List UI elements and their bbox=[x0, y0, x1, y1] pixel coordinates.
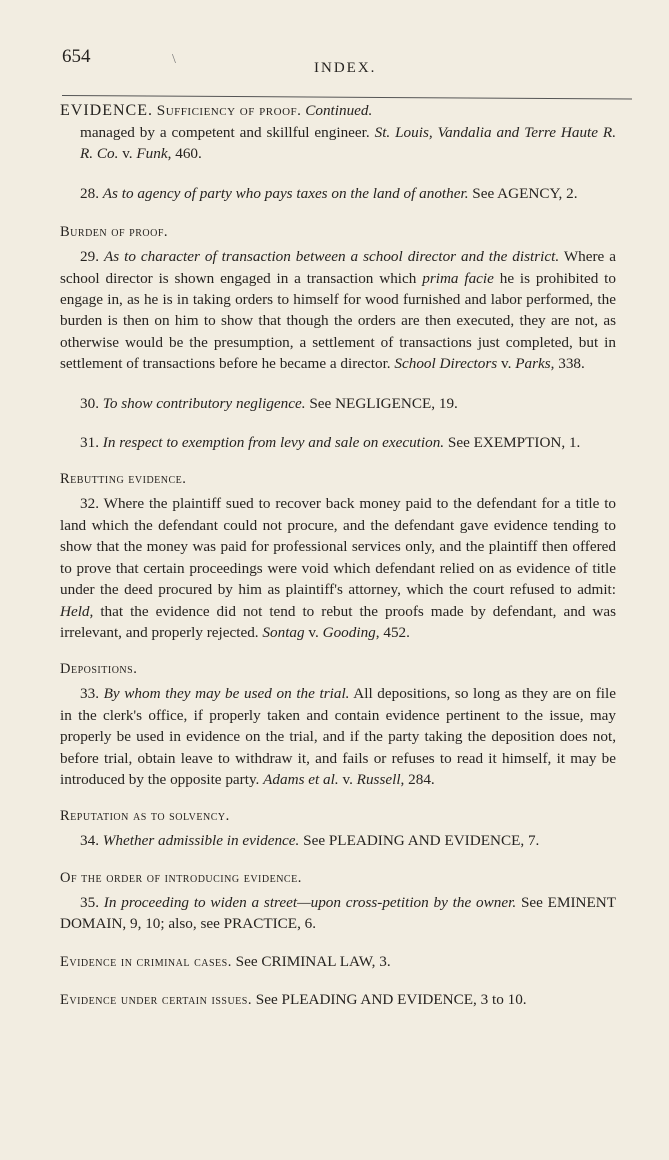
heading-reputation: Reputation as to solvency. bbox=[60, 808, 230, 825]
entry-number: 28. bbox=[80, 184, 99, 202]
entry-number: 33. bbox=[80, 685, 99, 703]
running-head: INDEX. bbox=[314, 60, 377, 76]
continued-paragraph: managed by a competent and skillful engineer. St. Louis, Vandalia and Terre Haute R. R. Co. v. Funk, 460. bbox=[80, 124, 616, 163]
entry-number: 35. bbox=[80, 893, 99, 911]
heading-order-of-evidence: Of the order of introducing evidence. bbox=[60, 869, 302, 886]
margin-mark: \ bbox=[172, 52, 176, 67]
entry-34: 34. Whether admissible in evidence. See PLEADING AND EVIDENCE, 7. bbox=[80, 832, 540, 850]
entry-35: 35. In proceeding to widen a street—upon cross-petition by the owner. See EMINENT DOMAIN, 9, 10; also, see PRACTICE, 6. bbox=[60, 893, 616, 933]
entry-number: 34. bbox=[80, 832, 99, 850]
entry-30: 30. To show contributory negligence. See NEGLIGENCE, 19. bbox=[80, 394, 458, 412]
entry-number: 29. bbox=[80, 248, 99, 266]
heading-rebutting-evidence: Rebutting evidence. bbox=[60, 471, 187, 488]
entry-number: 32. bbox=[80, 495, 99, 513]
case-citation: Sontag bbox=[262, 623, 305, 641]
entry-33: 33. By whom they may be used on the trial. All depositions, so long as they are on file in the clerk's office, if properly taken and contain evidence pertinent to the issue, may properly be used in evidence on the trial, and if the party taking the deposition does not, before trial, obtain leave to withdraw it, and fails or refuses to read it himself, it may be introduced by the opposite party. Adams et al. v. Russell, 284. bbox=[60, 685, 616, 788]
case-citation: School Directors bbox=[394, 355, 498, 373]
entry-number: 31. bbox=[80, 434, 99, 452]
page-number: 654 bbox=[62, 46, 91, 67]
header-rule bbox=[62, 95, 632, 99]
entry-31: 31. In respect to exemption from levy and sale on execution. See EXEMPTION, 1. bbox=[80, 434, 581, 452]
criminal-cases-entry: Evidence in criminal cases. See CRIMINAL LAW, 3. bbox=[60, 952, 391, 970]
entry-number: 30. bbox=[80, 394, 99, 412]
heading-depositions: Depositions. bbox=[60, 661, 138, 678]
continued-label: Continued. bbox=[305, 102, 373, 119]
case-citation: Adams et al. bbox=[263, 770, 339, 788]
case-citation: St. Louis, Vandalia and Terre Haute R. R. Co. bbox=[80, 124, 616, 163]
entry-29: 29. As to character of transaction between a school director and the district. Where a school director is shown engaged in a transaction which prima facie he is prohibited to engage in, as he is in taking orders to himself for wood furnished and labor performed, the burden is then on him to show that though the orders are then executed, they are not, as otherwise would be the presumption, a settlement of transactions just completed, but in settlement of transactions before he became a director. School Directors v. Parks, 338. bbox=[60, 248, 616, 373]
main-heading-sub: Sufficiency of proof. bbox=[156, 102, 302, 119]
heading-burden-of-proof: Burden of proof. bbox=[60, 224, 169, 241]
entry-28: 28. As to agency of party who pays taxes on the land of another. See AGENCY, 2. bbox=[80, 184, 578, 202]
entry-32: 32. Where the plaintiff sued to recover back money paid to the defendant for a title to land which the defendant could not procure, and the defendant gave evidence tending to show that the money was paid for professional services only, and the plaintiff then offered to prove that certain proceedings were void which defendant relied on as evidence of title under the deed procured by him as plaintiff's attorney, which the court refused to admit: Held, that the evidence did not tend to rebut the proofs made by defendant, and was irrelevant, and properly rejected. Sontag v. Gooding, 452. bbox=[60, 495, 617, 641]
main-heading-title: EVIDENCE. bbox=[60, 102, 153, 119]
certain-issues-entry: Evidence under certain issues. See PLEADING AND EVIDENCE, 3 to 10. bbox=[60, 990, 527, 1008]
main-heading bbox=[60, 100, 616, 122]
index-content bbox=[60, 100, 616, 1011]
